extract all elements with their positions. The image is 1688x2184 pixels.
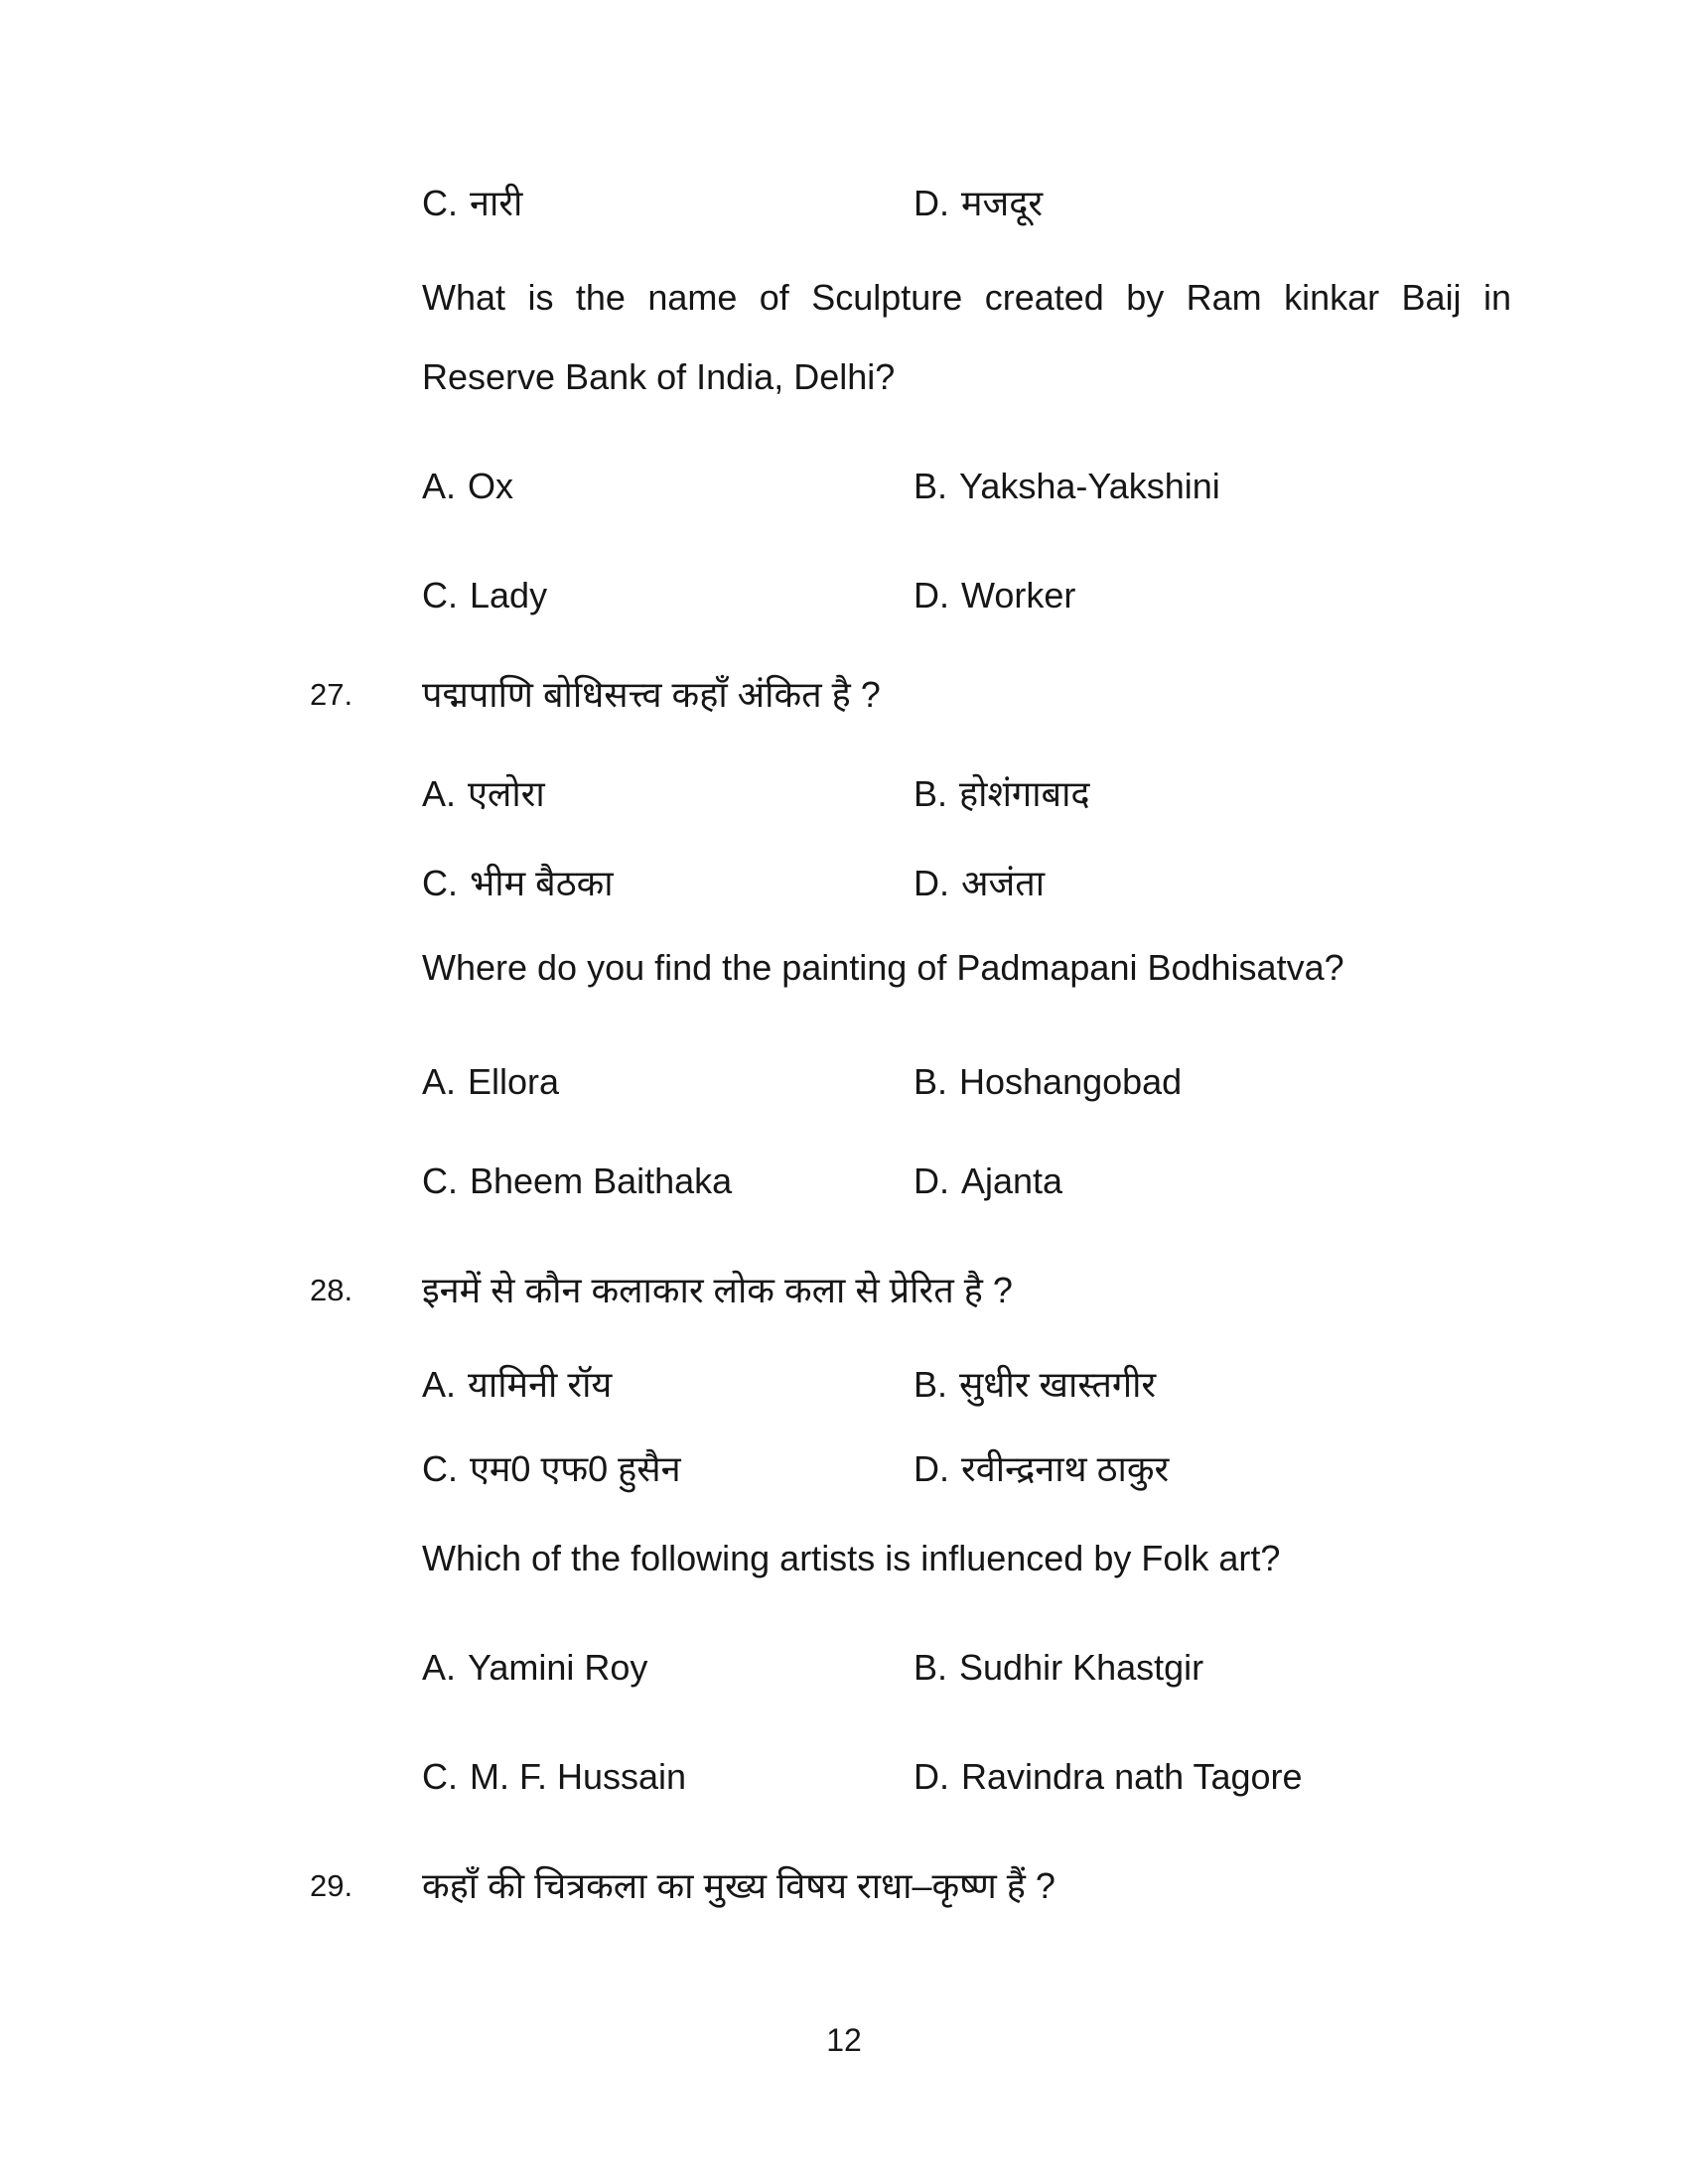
option-d-text: Ravindra nath Tagore: [961, 1756, 1303, 1797]
option-a-label: A.: [422, 1647, 457, 1688]
option-c-text: नारी: [470, 183, 523, 223]
q26-english-option-c: [422, 572, 547, 619]
option-d-label: D.: [914, 183, 949, 223]
q27-number: 27.: [310, 677, 353, 712]
option-c-label: C.: [422, 1756, 458, 1797]
option-c-text: Lady: [470, 575, 548, 615]
q29-hindi-question: कहाँ की चित्रकला का मुख्य विषय राधा–कृष्ण हैं ?: [422, 1865, 1055, 1906]
q28-hindi-option-a: [422, 1361, 612, 1409]
q26-english-option-d: [914, 572, 1075, 619]
option-b-text: सुधीर खास्तगीर: [959, 1364, 1157, 1405]
q27-english-option-d: [914, 1158, 1062, 1205]
q27-english-question: Where do you find the painting of Padmapani Bodhisatva?: [422, 947, 1344, 988]
q26-english-question-line2: Reserve Bank of India, Delhi?: [422, 356, 896, 397]
q28-hindi-option-b: [914, 1361, 1156, 1409]
option-c-text: Bheem Baithaka: [470, 1160, 733, 1201]
option-a-text: Ox: [468, 466, 514, 506]
option-c-text: भीम बैठका: [470, 863, 614, 903]
q28-english-option-a: [422, 1644, 647, 1692]
q26-english-option-a: [422, 463, 513, 510]
option-b-label: B.: [914, 773, 948, 814]
q26-english-question-line1: What is the name of Sculpture created by Ram kinkar Baij in: [422, 277, 1511, 318]
q26-english-option-b: [914, 463, 1220, 510]
page-number: 12: [826, 2022, 862, 2058]
option-b-text: Yaksha-Yakshini: [959, 466, 1220, 506]
option-a-text: एलोरा: [468, 773, 545, 814]
q28-hindi-option-c: [422, 1445, 681, 1493]
option-c-label: C.: [422, 183, 458, 223]
option-d-text: Worker: [961, 575, 1076, 615]
q28-english-question: Which of the following artists is influenced by Folk art?: [422, 1538, 1281, 1578]
q26-hindi-option-d: [914, 180, 1043, 227]
option-d-label: D.: [914, 1160, 949, 1201]
option-c-label: C.: [422, 1448, 458, 1489]
q28-english-option-d: [914, 1753, 1303, 1801]
q26-hindi-option-c: [422, 180, 522, 227]
option-d-text: मजदूर: [961, 183, 1044, 223]
option-a-label: A.: [422, 773, 457, 814]
q27-hindi-option-b: [914, 770, 1090, 818]
q28-hindi-question: इनमें से कौन कलाकार लोक कला से प्रेरित है ?: [422, 1270, 1013, 1310]
q29-number: 29.: [310, 1868, 353, 1903]
option-a-text: Ellora: [468, 1061, 560, 1102]
option-d-label: D.: [914, 1756, 949, 1797]
q28-number: 28.: [310, 1273, 353, 1307]
option-b-label: B.: [914, 466, 948, 506]
option-c-text: एम0 एफ0 हुसैन: [470, 1448, 681, 1489]
option-b-text: होशंगाबाद: [959, 773, 1090, 814]
q27-hindi-option-c: [422, 860, 614, 907]
option-a-label: A.: [422, 1061, 457, 1102]
option-d-label: D.: [914, 863, 949, 903]
option-d-label: D.: [914, 1448, 949, 1489]
option-d-text: रवीन्द्रनाथ ठाकुर: [961, 1448, 1170, 1489]
q27-hindi-question: पद्मपाणि बोधिसत्त्व कहाँ अंकित है ?: [422, 674, 881, 715]
option-b-text: Hoshangobad: [959, 1061, 1183, 1102]
q27-english-option-b: [914, 1058, 1182, 1106]
option-c-text: M. F. Hussain: [470, 1756, 687, 1797]
q27-hindi-option-a: [422, 770, 545, 818]
option-d-label: D.: [914, 575, 949, 615]
option-c-label: C.: [422, 1160, 458, 1201]
option-a-text: Yamini Roy: [468, 1647, 648, 1688]
q28-english-option-c: [422, 1753, 686, 1801]
q27-hindi-option-d: [914, 860, 1045, 907]
q27-english-option-a: [422, 1058, 559, 1106]
option-d-text: Ajanta: [961, 1160, 1063, 1201]
option-a-text: यामिनी रॉय: [468, 1364, 613, 1405]
q28-hindi-option-d: [914, 1445, 1169, 1493]
option-b-label: B.: [914, 1364, 948, 1405]
q28-english-option-b: [914, 1644, 1203, 1692]
option-b-text: Sudhir Khastgir: [959, 1647, 1204, 1688]
q27-english-option-c: [422, 1158, 732, 1205]
option-c-label: C.: [422, 863, 458, 903]
option-c-label: C.: [422, 575, 458, 615]
page-number-row: [0, 2016, 1688, 2064]
option-a-label: A.: [422, 466, 457, 506]
option-b-label: B.: [914, 1061, 948, 1102]
option-b-label: B.: [914, 1647, 948, 1688]
option-d-text: अजंता: [961, 863, 1046, 903]
option-a-label: A.: [422, 1364, 457, 1405]
